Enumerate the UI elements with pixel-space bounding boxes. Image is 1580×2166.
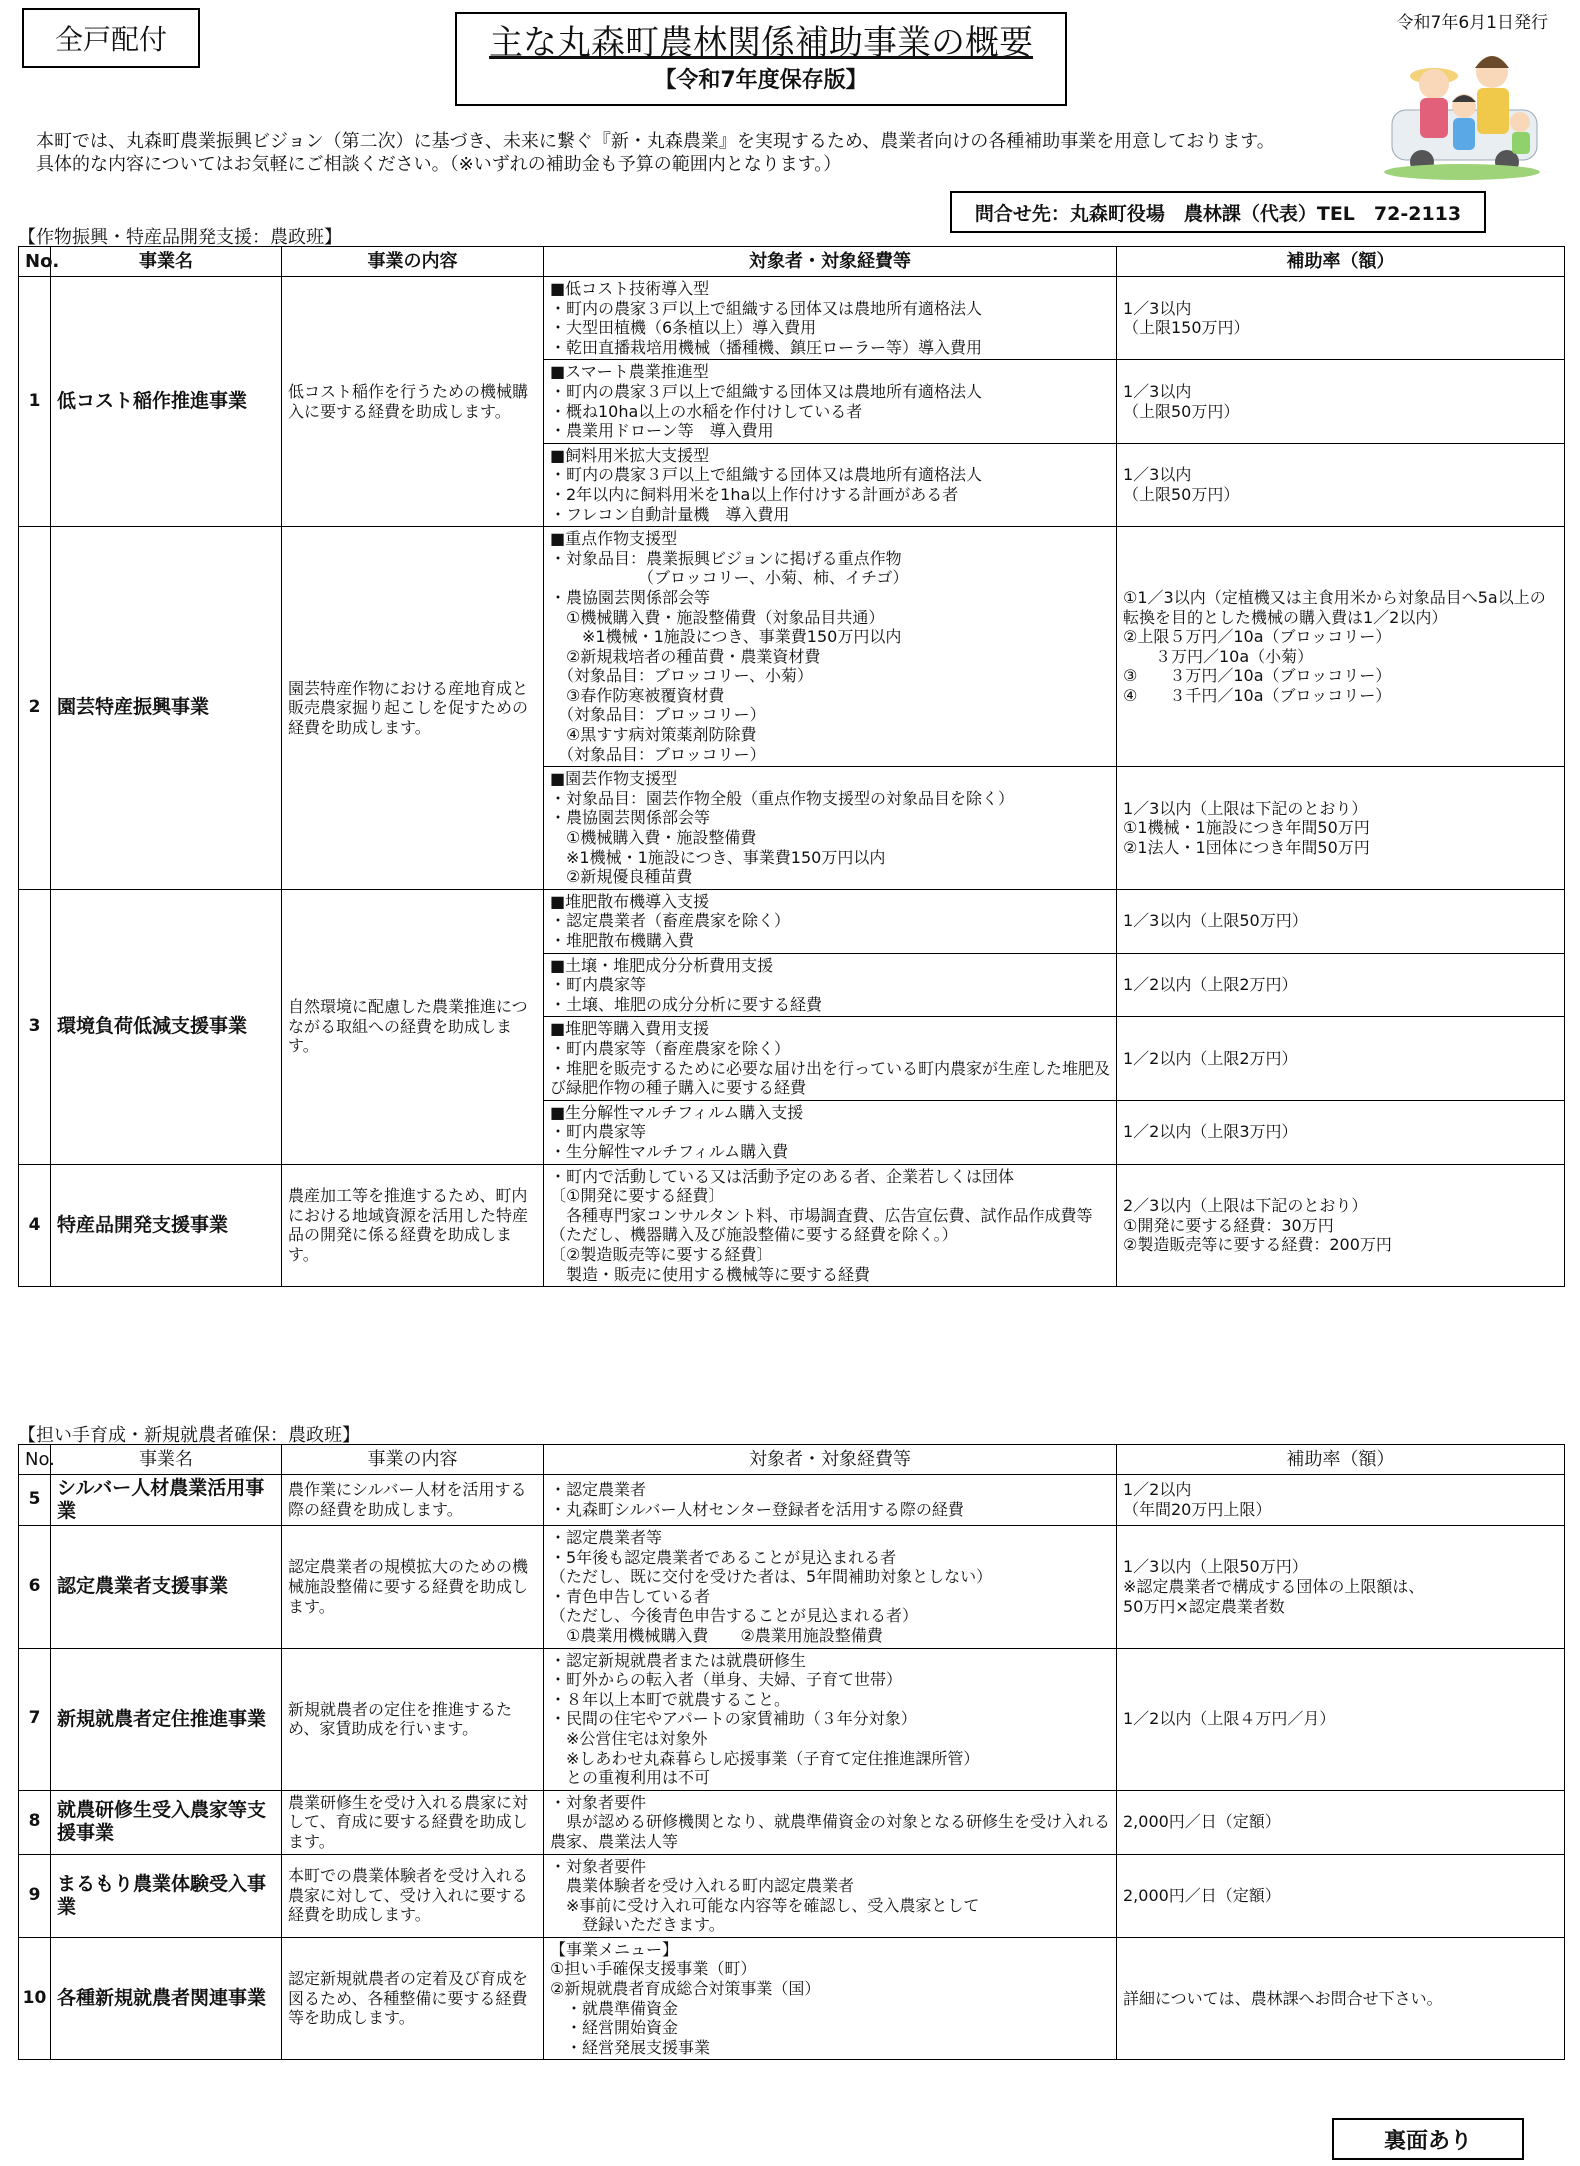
title-box [455,12,1067,106]
program-name: 園芸特産振興事業 [51,527,282,890]
program-target: ■園芸作物支援型 ・対象品目：園芸作物全般（重点作物支援型の対象品目を除く） ・農協園芸関係部会等 ①機械購入費・施設整備費 ※1機械・1施設につき、事業費150万円以内 ②新規優良種苗費 [544,767,1117,890]
program-rate: 1／3以内 （上限150万円） [1117,277,1565,360]
row-number: 4 [19,1164,51,1287]
program-rate: 1／2以内（上限2万円） [1117,1017,1565,1100]
table-row [19,1854,1565,1937]
page-subtitle: 【令和7年度保存版】 [654,68,868,93]
table-row [19,1648,1565,1790]
program-target: ■堆肥等購入費用支援 ・町内農家等（畜産農家を除く） ・堆肥を販売するために必要な届け出を行っている町内農家が生産した堆肥及び緑肥作物の種子購入に要する経費 [544,1017,1117,1100]
program-name: 新規就農者定住推進事業 [51,1648,282,1790]
col-no: No. [19,1445,51,1475]
program-content: 農産加工等を推進するため、町内における地域資源を活用した特産品の開発に係る経費を助成します。 [282,1164,544,1287]
program-name: 就農研修生受入農家等支援事業 [51,1790,282,1854]
program-target: ■土壌・堆肥成分分析費用支援 ・町内農家等 ・土壌、堆肥の成分分析に要する経費 [544,953,1117,1017]
program-content: 自然環境に配慮した農業推進につながる取組への経費を助成します。 [282,889,544,1164]
table-header-row [19,247,1565,277]
program-target: ・認定新規就農者または就農研修生 ・町外からの転入者（単身、夫婦、子育て世帯） ・８年以上本町で就農すること。 ・民間の住宅やアパートの家賃補助（３年分対象） ※公営住宅は対象外 ※しあわせ丸森暮らし応援事業（子育て定住推進課所管） との重複利用は不可 [544,1648,1117,1790]
successor-support-table [18,1444,1565,2060]
program-content: 園芸特産作物における産地育成と販売農家掘り起こしを促すための経費を助成します。 [282,527,544,890]
program-name: 特産品開発支援事業 [51,1164,282,1287]
program-content: 認定農業者の規模拡大のための機械施設整備に要する経費を助成します。 [282,1526,544,1649]
program-rate: 2,000円／日（定額） [1117,1854,1565,1937]
program-rate: 1／3以内 （上限50万円） [1117,360,1565,443]
program-target: ■飼料用米拡大支援型 ・町内の農家３戸以上で組織する団体又は農地所有適格法人 ・2年以内に飼料用米を1ha以上作付けする計画がある者 ・フレコン自動計量機 導入費用 [544,443,1117,526]
program-target: ■スマート農業推進型 ・町内の農家３戸以上で組織する団体又は農地所有適格法人 ・概ね10ha以上の水稲を作付けしている者 ・農業用ドローン等 導入費用 [544,360,1117,443]
table-row [19,277,1565,360]
program-target: ■低コスト技術導入型 ・町内の農家３戸以上で組織する団体又は農地所有適格法人 ・大型田植機（6条植以上）導入費用 ・乾田直播栽培用機械（播種機、鎮圧ローラー等）導入費用 [544,277,1117,360]
program-content: 認定新規就農者の定着及び育成を図るため、各種整備に要する経費等を助成します。 [282,1937,544,2060]
program-target: ■生分解性マルチフィルム購入支援 ・町内農家等 ・生分解性マルチフィルム購入費 [544,1100,1117,1164]
col-rate: 補助率（額） [1117,247,1565,277]
section-title-crop: 【作物振興・特産品開発支援：農政班】 [18,227,342,248]
program-target: ■堆肥散布機導入支援 ・認定農業者（畜産農家を除く） ・堆肥散布機購入費 [544,889,1117,953]
row-number: 3 [19,889,51,1164]
program-name: 低コスト稲作推進事業 [51,277,282,527]
program-rate: 1／3以内（上限は下記のとおり） ①1機械・1施設につき年間50万円 ②1法人・1団体につき年間50万円 [1117,767,1565,890]
table-row [19,1937,1565,2060]
program-content: 農作業にシルバー人材を活用する際の経費を助成します。 [282,1475,544,1526]
program-rate: 1／3以内（上限50万円） [1117,889,1565,953]
program-rate: 1／3以内 （上限50万円） [1117,443,1565,526]
col-rate: 補助率（額） [1117,1445,1565,1475]
row-number: 5 [19,1475,51,1526]
crop-support-table [18,246,1565,1287]
program-name: 環境負荷低減支援事業 [51,889,282,1164]
program-target: ・認定農業者等 ・5年後も認定農業者であることが見込まれる者 （ただし、既に交付を受けた者は、5年間補助対象としない） ・青色申告している者 （ただし、今後青色申告することが見込まれる者） ①農業用機械購入費 ②農業用施設整備費 [544,1526,1117,1649]
table-row [19,1790,1565,1854]
program-target: ・町内で活動している又は活動予定のある者、企業若しくは団体 〔①開発に要する経費〕 各種専門家コンサルタント料、市場調査費、広告宣伝費、試作品作成費等（ただし、機器購入及び施設整備に要する経費を除く。） 〔②製造販売等に要する経費〕 製造・販売に使用する機械等に要する経費 [544,1164,1117,1287]
col-name: 事業名 [51,247,282,277]
col-target: 対象者・対象経費等 [544,247,1117,277]
table-row [19,889,1565,953]
col-content: 事業の内容 [282,247,544,277]
program-name: まるもり農業体験受入事業 [51,1854,282,1937]
reverse-side-note: 裏面あり [1332,2118,1524,2160]
row-number: 7 [19,1648,51,1790]
family-illustration [1382,32,1542,182]
row-number: 9 [19,1854,51,1937]
page-title: 主な丸森町農林関係補助事業の概要 [489,23,1033,63]
col-target: 対象者・対象経費等 [544,1445,1117,1475]
program-content: 農業研修生を受け入れる農家に対して、育成に要する経費を助成します。 [282,1790,544,1854]
col-content: 事業の内容 [282,1445,544,1475]
row-number: 1 [19,277,51,527]
program-rate: 1／2以内（上限４万円／月） [1117,1648,1565,1790]
program-rate: 2,000円／日（定額） [1117,1790,1565,1854]
col-no: No. [19,247,51,277]
program-content: 低コスト稲作を行うための機械購入に要する経費を助成します。 [282,277,544,527]
program-target: ・対象者要件 農業体験者を受け入れる町内認定農業者 ※事前に受け入れ可能な内容等を確認し、受入農家として 登録いただきます。 [544,1854,1117,1937]
program-rate: 1／2以内 （年間20万円上限） [1117,1475,1565,1526]
program-name: 各種新規就農者関連事業 [51,1937,282,2060]
table-row [19,527,1565,767]
program-rate: 2／3以内（上限は下記のとおり） ①開発に要する経費：30万円 ②製造販売等に要する経費：200万円 [1117,1164,1565,1287]
program-rate: ①1／3以内（定植機又は主食用米から対象品目へ5a以上の転換を目的とした機械の購入費は1／2以内） ②上限５万円／10a（ブロッコリー） ３万円／10a（小菊） ③ ３万円／10a（ブロッコリー） ④ ３千円／10a（ブロッコリー） [1117,527,1565,767]
program-content: 本町での農業体験者を受け入れる農家に対して、受け入れに要する経費を助成します。 [282,1854,544,1937]
table-row [19,1164,1565,1287]
row-number: 8 [19,1790,51,1854]
row-number: 6 [19,1526,51,1649]
section-title-successor: 【担い手育成・新規就農者確保：農政班】 [18,1425,360,1446]
table-row [19,1475,1565,1526]
row-number: 2 [19,527,51,890]
program-rate: 1／3以内（上限50万円） ※認定農業者で構成する団体の上限額は、 50万円×認定農業者数 [1117,1526,1565,1649]
program-rate: 詳細については、農林課へお問合せ下さい。 [1117,1937,1565,2060]
table-header-row [19,1445,1565,1475]
program-content: 新規就農者の定住を推進するため、家賃助成を行います。 [282,1648,544,1790]
distribution-tag: 全戸配付 [22,8,200,68]
program-target: ・対象者要件 県が認める研修機関となり、就農準備資金の対象となる研修生を受け入れる農家、農業法人等 [544,1790,1117,1854]
intro-text: 本町では、丸森町農業振興ビジョン（第二次）に基づき、未来に繋ぐ『新・丸森農業』を実現するため、農業者向けの各種補助事業を用意しております。 具体的な内容についてはお気軽にご相談ください。（※いずれの補助金も予算の範囲内となります。） [36,131,1275,175]
program-target: ・認定農業者 ・丸森町シルバー人材センター登録者を活用する際の経費 [544,1475,1117,1526]
program-target: ■重点作物支援型 ・対象品目：農業振興ビジョンに掲げる重点作物 （ブロッコリー、小菊、柿、イチゴ） ・農協園芸関係部会等 ①機械購入費・施設整備費（対象品目共通） ※1機械・1施設につき、事業費150万円以内 ②新規栽培者の種苗費・農業資材費 （対象品目：ブロッコリー、小菊） ③春作防寒被覆資材費 （対象品目：ブロッコリー） ④黒すす病対策薬剤防除費 （対象品目：ブロッコリー） [544,527,1117,767]
row-number: 10 [19,1937,51,2060]
contact-box: 問合せ先：丸森町役場 農林課（代表）TEL 72-2113 [950,191,1486,233]
col-name: 事業名 [51,1445,282,1475]
program-name: シルバー人材農業活用事業 [51,1475,282,1526]
program-target: 【事業メニュー】 ①担い手確保支援事業（町） ②新規就農者育成総合対策事業（国） ・就農準備資金 ・経営開始資金 ・経営発展支援事業 [544,1937,1117,2060]
program-rate: 1／2以内（上限3万円） [1117,1100,1565,1164]
program-rate: 1／2以内（上限2万円） [1117,953,1565,1017]
issue-date: 令和7年6月1日発行 [1396,13,1548,33]
table-row [19,1526,1565,1649]
program-name: 認定農業者支援事業 [51,1526,282,1649]
